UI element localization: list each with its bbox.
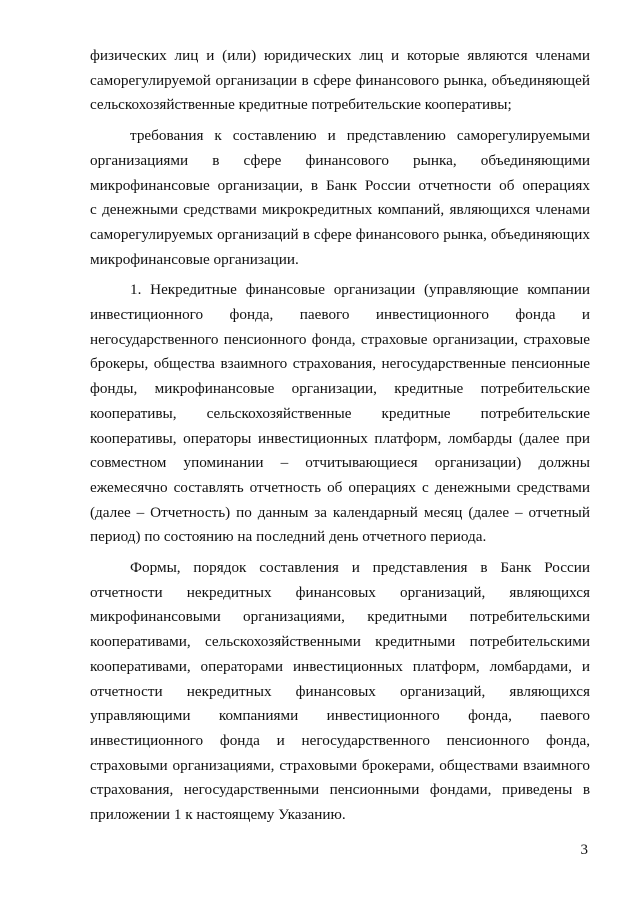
text-line: фонды, микрофинансовые организации, кредитные потребительские: [90, 380, 590, 398]
text-line: отчетности некредитных финансовых организаций, являющихся: [90, 682, 590, 700]
text-line: с денежными средствами микрокредитных компаний, являющихся членами: [90, 201, 590, 219]
text-line: брокеры, общества взаимного страхования, негосударственные пенсионные: [90, 355, 590, 373]
paragraph-p4: [90, 556, 590, 828]
text-line: кооперативами, сельскохозяйственными кредитными потребительскими: [90, 633, 590, 651]
text-line: инвестиционного фонда и негосударственного пенсионного фонда,: [90, 731, 590, 749]
text-line: физических лиц и (или) юридических лиц и которые являются членами: [90, 47, 590, 64]
text-line: кооперативы, операторы инвестиционных платформ, ломбарды (далее при: [90, 429, 590, 447]
text-line: страховыми организациями, страховыми брокерами, обществами взаимного: [90, 756, 590, 774]
text-line: сельскохозяйственные кредитные потребительские кооперативы;: [90, 96, 512, 114]
text-line: микрофинансовые организации, в Банк России отчетности об операциях: [90, 176, 590, 194]
page-number: 3: [580, 842, 588, 858]
text-line: приложении 1 к настоящему Указанию.: [90, 806, 346, 824]
text-line: саморегулируемых организаций в сфере финансового рынка, объединяющих: [90, 225, 590, 243]
paragraph-p1: [90, 44, 590, 118]
text-line: период) по состоянию на последний день отчетного периода.: [90, 528, 487, 546]
text-line: кооперативами, операторами инвестиционных платформ, ломбардами, и: [90, 657, 590, 675]
text-line: ежемесячно составлять отчетность об операциях с денежными средствами: [90, 478, 590, 496]
document-body: [90, 44, 590, 828]
text-line: Формы, порядок составления и представления в Банк России: [130, 559, 590, 577]
text-line: организациями в сфере финансового рынка, объединяющими: [90, 151, 590, 169]
text-line: саморегулируемой организации в сфере финансового рынка, объединяющей: [90, 71, 590, 89]
text-line: страхования, негосударственными пенсионными фондами, приведены в: [90, 781, 590, 799]
paragraph-p2: [90, 124, 590, 272]
document-page: [90, 44, 590, 828]
text-line: 1. Некредитные финансовые организации (управляющие компании: [130, 281, 590, 299]
text-line: кооперативы, сельскохозяйственные кредитные потребительские: [90, 404, 590, 422]
text-line: инвестиционного фонда, паевого инвестиционного фонда и: [90, 306, 590, 324]
text-line: отчетности некредитных финансовых организаций, являющихся: [90, 583, 590, 601]
text-line: микрофинансовыми организациями, кредитными потребительскими: [90, 608, 590, 626]
text-line: (далее – Отчетность) по данным за календарный месяц (далее – отчетный: [90, 503, 590, 521]
text-line: микрофинансовые организации.: [90, 250, 299, 268]
text-line: управляющими компаниями инвестиционного фонда, паевого: [90, 707, 590, 725]
text-line: совместном упоминании – отчитывающиеся организации) должны: [90, 454, 590, 472]
text-line: негосударственного пенсионного фонда, страховые организации, страховые: [90, 330, 590, 348]
text-line: требования к составлению и представлению саморегулируемыми: [130, 127, 590, 145]
paragraph-p3: [90, 278, 590, 550]
